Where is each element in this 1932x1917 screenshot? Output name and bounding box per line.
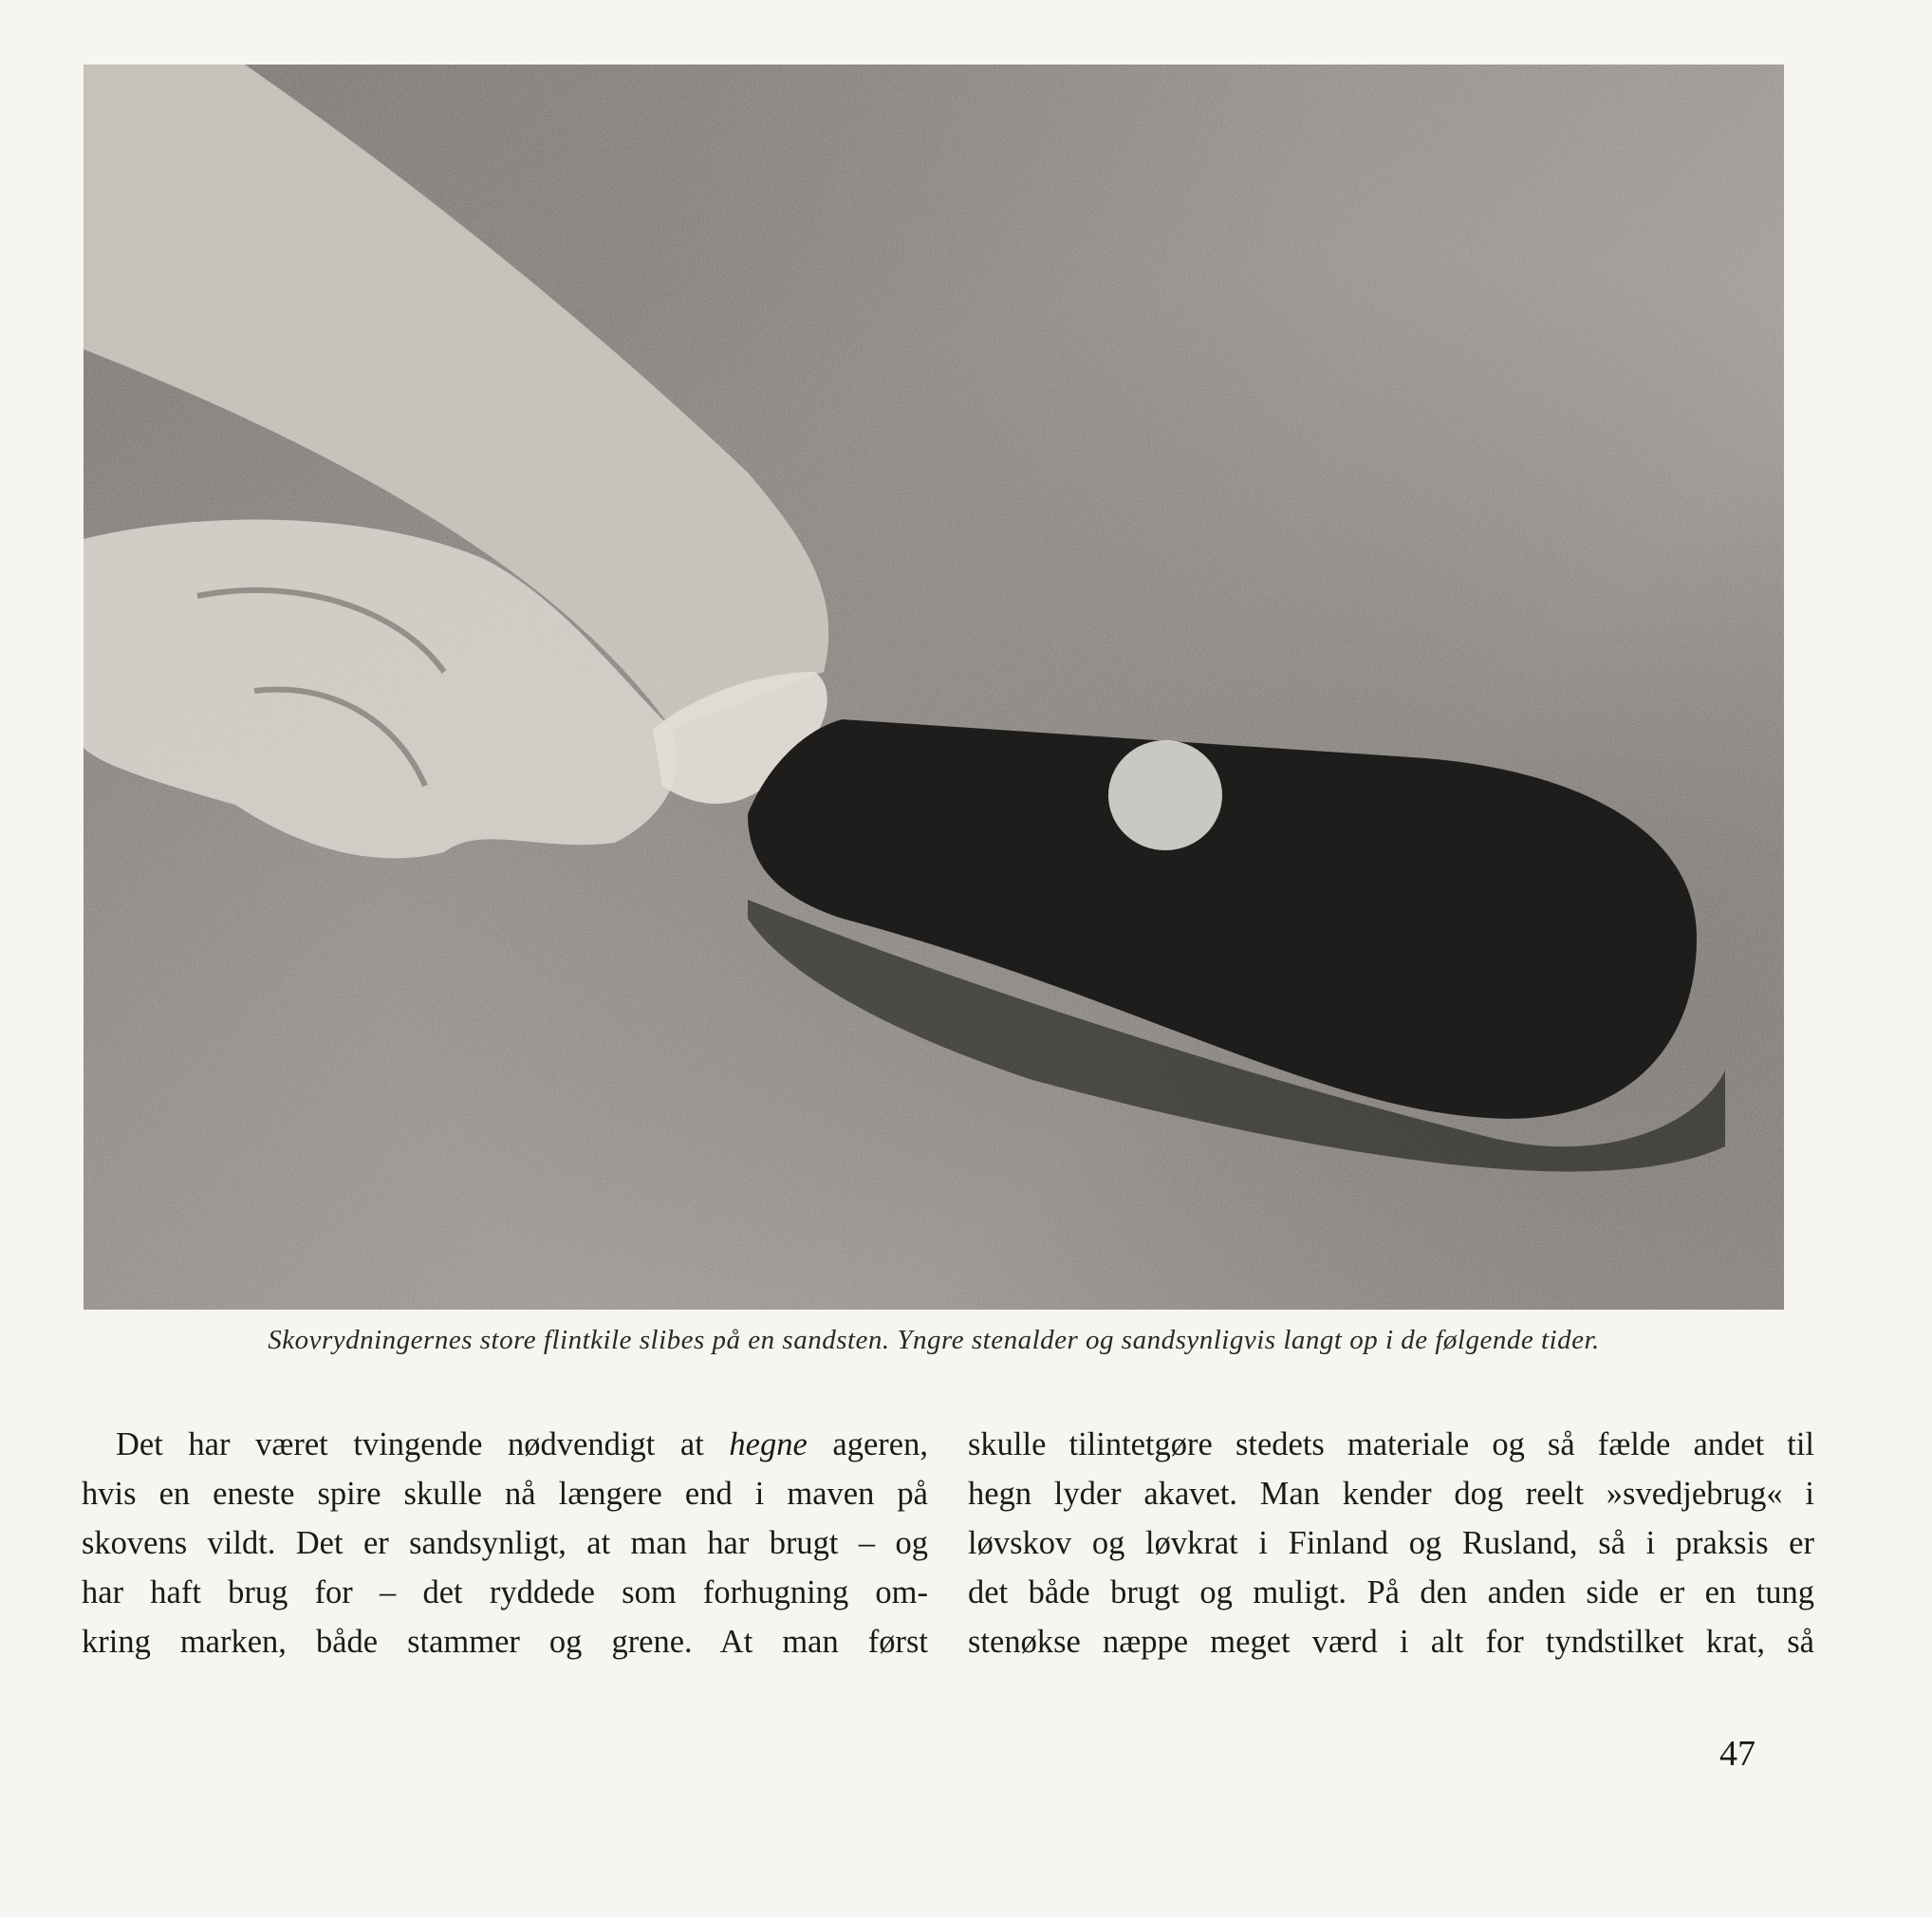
text-run: ageren, xyxy=(807,1426,928,1462)
text-run: Det har været tvingende nødvendigt at xyxy=(116,1426,730,1462)
text-line: hegn lyder akavet. Man kender dog reelt »svedjebrug« i xyxy=(968,1476,1814,1512)
text-line xyxy=(82,1420,928,1469)
page-number: 47 xyxy=(1719,1734,1756,1774)
photo-hand-grinding-flint-axe-icon xyxy=(84,65,1784,1310)
text-line: har haft brug for – det ryddede som forhugning om- xyxy=(82,1574,928,1610)
text-line: kring marken, både stammer og grene. At man først xyxy=(82,1624,928,1660)
text-line: skulle tilintetgøre stedets materiale og så fælde andet til xyxy=(968,1426,1814,1462)
text-line: stenøkse næppe meget værd i alt for tyndstilket krat, så xyxy=(968,1624,1814,1660)
photograph xyxy=(84,65,1784,1310)
text-line: skovens vildt. Det er sandsynligt, at man har brugt – og xyxy=(82,1525,928,1561)
photo-caption: Skovrydningernes store flintkile slibes på en sandsten. Yngre stenalder og sandsynligvis langt op i de følgende tider. xyxy=(268,1325,1600,1355)
text-column-left xyxy=(82,1420,928,1666)
italic-word: hegne xyxy=(729,1426,808,1462)
text-column-right xyxy=(968,1420,1814,1666)
text-line: hvis en eneste spire skulle nå længere end i maven på xyxy=(82,1476,928,1512)
text-line: det både brugt og muligt. På den anden side er en tung xyxy=(968,1574,1814,1610)
text-line: løvskov og løvkrat i Finland og Rusland, så i praksis er xyxy=(968,1525,1814,1561)
